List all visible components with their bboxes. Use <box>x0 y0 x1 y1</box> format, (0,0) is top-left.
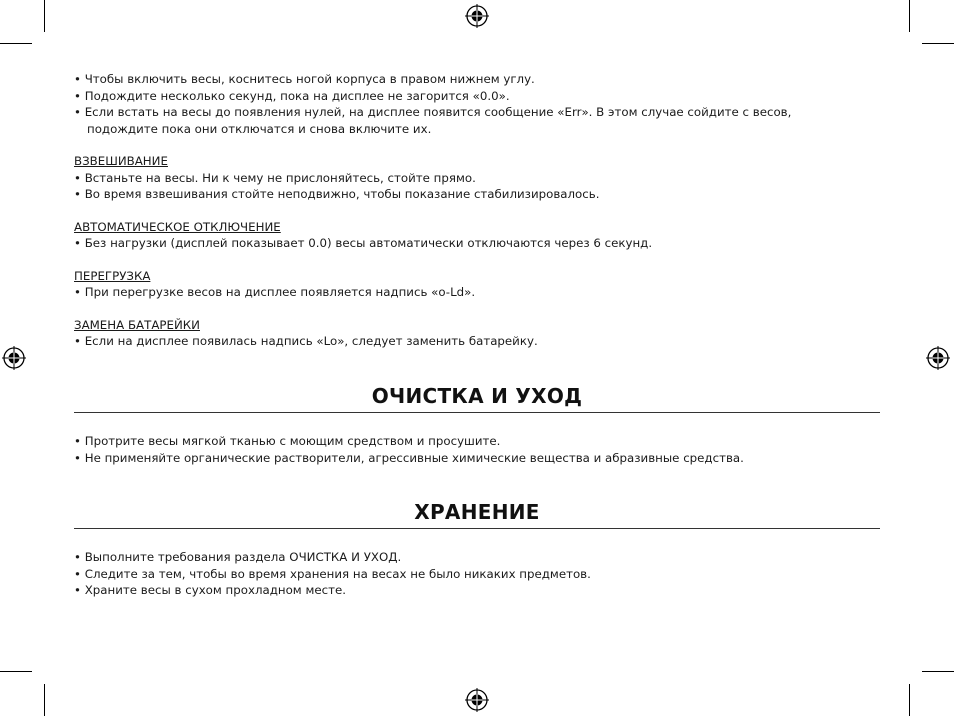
crop-mark <box>44 0 45 32</box>
list-item: • Во время взвешивания стойте неподвижно, чтобы показание стабилизировалось. <box>74 187 600 201</box>
list-item: • Чтобы включить весы, коснитесь ногой корпуса в правом нижнем углу. <box>74 72 535 86</box>
section-title-storage: ХРАНЕНИЕ <box>414 500 540 524</box>
list-item-continuation <box>74 121 880 138</box>
list-item: • Протрите весы мягкой тканью с моющим средством и просушите. <box>74 434 501 448</box>
registration-mark-icon <box>926 346 950 370</box>
list-item: • Если встать на весы до появления нулей, на дисплее появится сообщение «Err». В этом случае сойдите с весов, <box>74 105 792 119</box>
cleaning-section-body <box>74 433 880 466</box>
heading-auto-off: АВТОМАТИЧЕСКОЕ ОТКЛЮЧЕНИЕ <box>74 219 281 234</box>
registration-mark-icon <box>465 688 489 712</box>
list-item: • Следите за тем, чтобы во время хранения на весах не было никаких предметов. <box>74 566 591 581</box>
list-item: • Без нагрузки (дисплей показывает 0.0) весы автоматически отключаются через 6 секунд. <box>74 236 653 250</box>
list-item: • Подождите несколько секунд, пока на дисплее не загорится «0.0». <box>74 88 510 103</box>
cleaning-section-header <box>74 384 880 413</box>
heading-weighing: ВЗВЕШИВАНИЕ <box>74 154 168 168</box>
crop-mark <box>909 684 910 716</box>
storage-section-body <box>74 549 880 599</box>
heading-overload: ПЕРЕГРУЗКА <box>74 268 151 283</box>
registration-mark-icon <box>465 4 489 28</box>
heading-battery: ЗАМЕНА БАТАРЕЙКИ <box>74 317 200 332</box>
registration-mark-icon <box>2 346 26 370</box>
crop-mark <box>0 43 32 44</box>
list-item: • Храните весы в сухом прохладном месте. <box>74 583 346 597</box>
crop-mark <box>909 0 910 32</box>
instructions-body <box>74 71 880 350</box>
continuation-text: подождите пока они отключатся и снова включите их. <box>87 121 432 136</box>
list-item: • Не применяйте органические растворители, агрессивные химические вещества и абразивные средства. <box>74 450 744 465</box>
list-item: • Если на дисплее появилась надпись «Lo», следует заменить батарейку. <box>74 334 538 348</box>
crop-mark <box>922 43 954 44</box>
divider <box>74 528 880 529</box>
divider <box>74 412 880 413</box>
list-item: • Выполните требования раздела ОЧИСТКА И УХОД. <box>74 550 402 564</box>
storage-section-header <box>74 500 880 529</box>
crop-mark <box>44 684 45 716</box>
crop-mark <box>922 671 954 672</box>
section-title-cleaning: ОЧИСТКА И УХОД <box>371 384 583 408</box>
list-item: • При перегрузке весов на дисплее появляется надпись «o-Ld». <box>74 285 476 299</box>
crop-mark <box>0 671 32 672</box>
list-item: • Встаньте на весы. Ни к чему не прислоняйтесь, стойте прямо. <box>74 170 476 185</box>
